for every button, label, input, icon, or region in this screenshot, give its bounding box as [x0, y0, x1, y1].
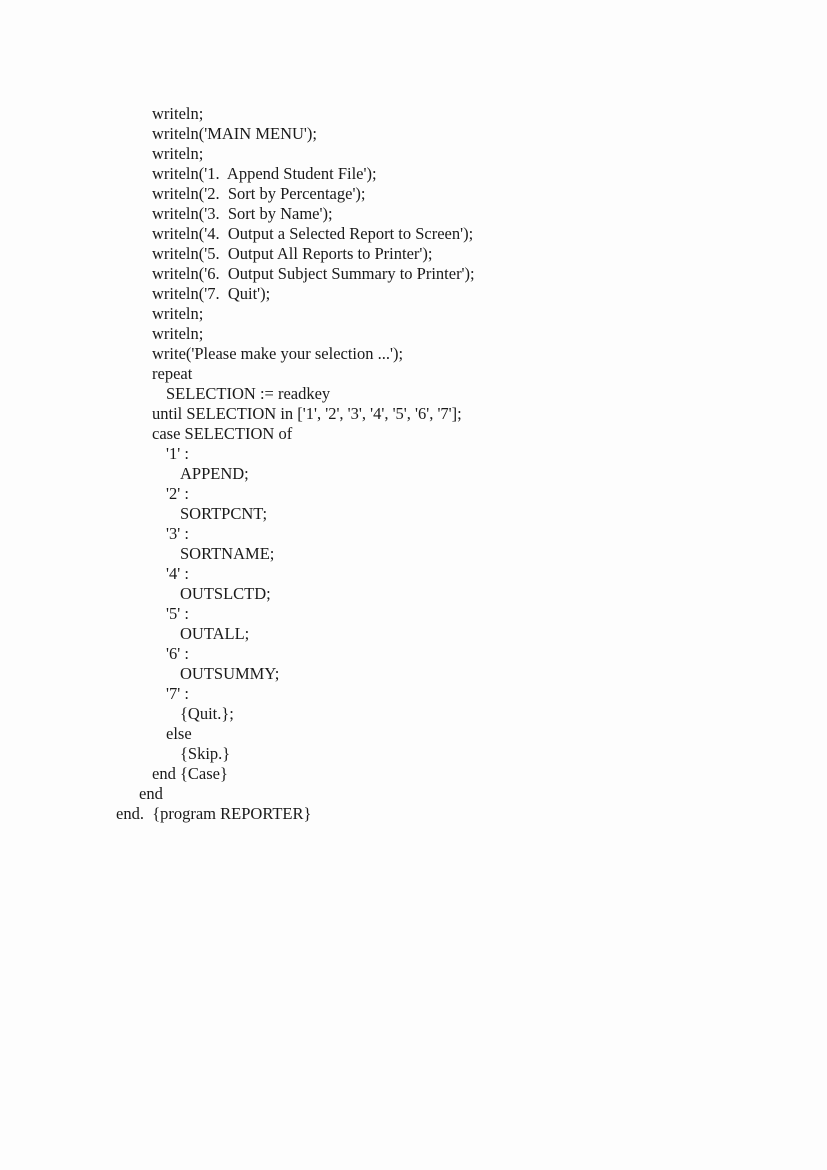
code-line: repeat: [152, 364, 193, 383]
code-line: '2' :: [166, 484, 189, 503]
code-line: '1' :: [166, 444, 189, 463]
code-line: end {Case}: [152, 764, 228, 783]
code-line: APPEND;: [180, 464, 249, 483]
code-line: {Skip.}: [180, 744, 231, 763]
code-line: writeln('2. Sort by Percentage');: [152, 184, 366, 203]
code-line: OUTALL;: [180, 624, 250, 643]
code-line: writeln;: [152, 324, 204, 343]
code-line: writeln('3. Sort by Name');: [152, 204, 333, 223]
code-line: writeln;: [152, 104, 204, 123]
code-line: writeln('1. Append Student File');: [152, 164, 377, 183]
code-line: '3' :: [166, 524, 189, 543]
code-line: writeln;: [152, 144, 204, 163]
code-line: '6' :: [166, 644, 189, 663]
code-line: OUTSLCTD;: [180, 584, 271, 603]
code-line: '7' :: [166, 684, 189, 703]
code-line: writeln('7. Quit');: [152, 284, 271, 303]
code-line: writeln('MAIN MENU');: [152, 124, 317, 143]
code-line: else: [166, 724, 192, 743]
code-line: writeln('5. Output All Reports to Printer');: [152, 244, 433, 263]
code-line: until SELECTION in ['1', '2', '3', '4', '5', '6', '7'];: [152, 404, 462, 423]
code-line: {Quit.};: [180, 704, 234, 723]
code-line: end. {program REPORTER}: [116, 804, 312, 823]
code-line: writeln;: [152, 304, 204, 323]
code-line: end: [139, 784, 163, 803]
code-line: '4' :: [166, 564, 189, 583]
code-line: SELECTION := readkey: [166, 384, 331, 403]
code-line: writeln('4. Output a Selected Report to Screen');: [152, 224, 474, 243]
code-line: writeln('6. Output Subject Summary to Printer');: [152, 264, 475, 283]
code-line: SORTNAME;: [180, 544, 275, 563]
code-line: '5' :: [166, 604, 189, 623]
code-line: SORTPCNT;: [180, 504, 268, 523]
code-line: case SELECTION of: [152, 424, 293, 443]
code-line: write('Please make your selection ...');: [152, 344, 404, 363]
code-line: OUTSUMMY;: [180, 664, 280, 683]
